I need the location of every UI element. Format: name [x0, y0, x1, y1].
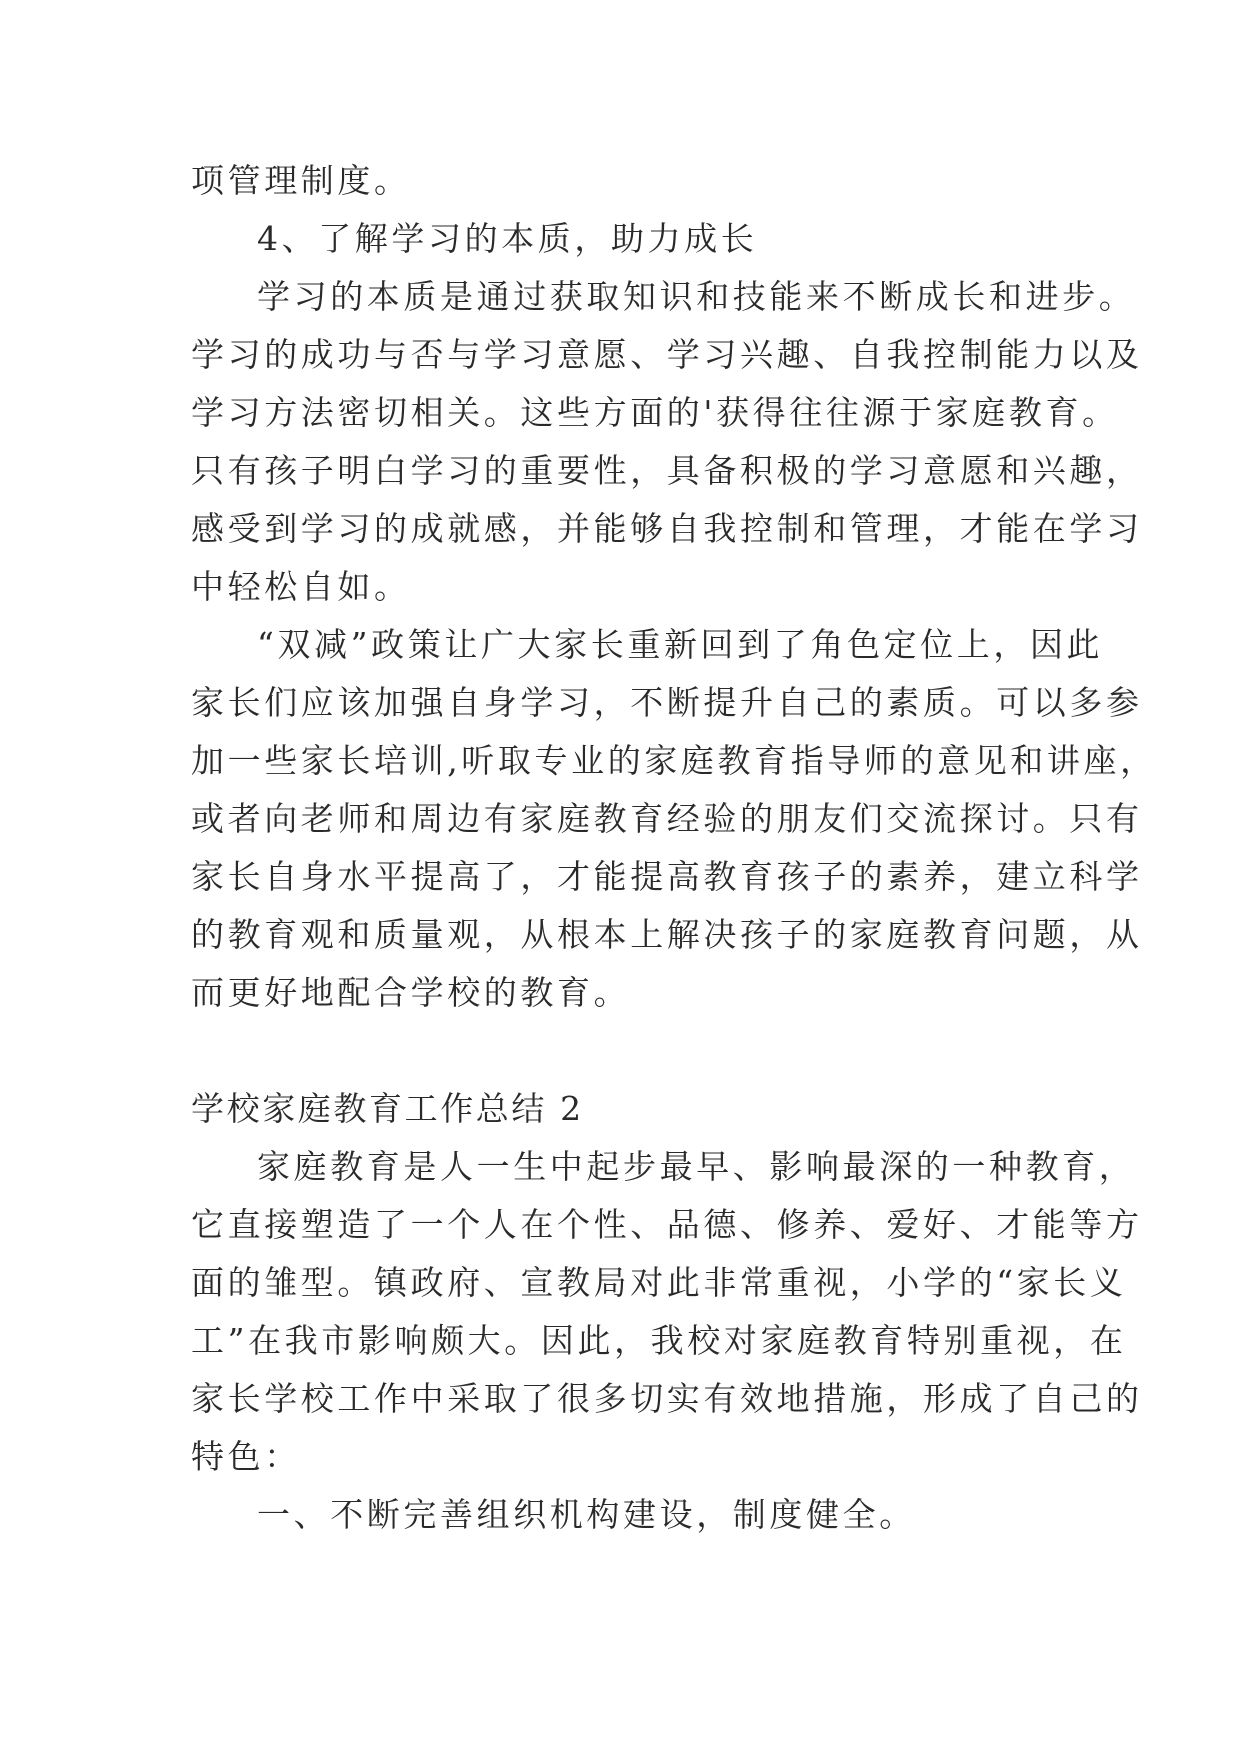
text-line: 加一些家长培训,听取专业的家庭教育指导师的意见和讲座， [191, 741, 1157, 780]
text-line: 或者向老师和周边有家庭教育经验的朋友们交流探讨。只有 [191, 799, 1143, 838]
text-line: 面的雏型。镇政府、宣教局对此非常重视，小学的“家长义 [191, 1263, 1127, 1302]
text-line: 中轻松自如。 [191, 567, 411, 606]
list-item-heading: 4、了解学习的本质，助力成长 [257, 219, 758, 258]
list-item-heading: 一、不断完善组织机构建设，制度健全。 [257, 1495, 916, 1534]
text-line: 的教育观和质量观，从根本上解决孩子的家庭教育问题，从 [191, 915, 1143, 954]
text-line: 它直接塑造了一个人在个性、品德、修养、爱好、才能等方 [191, 1205, 1143, 1244]
text-line: 而更好地配合学校的教育。 [191, 973, 631, 1012]
text-line: 家长们应该加强自身学习，不断提升自己的素质。可以多参 [191, 683, 1143, 722]
paragraph-start: “双减”政策让广大家长重新回到了角色定位上，因此 [257, 625, 1104, 664]
text-line: 家长学校工作中采取了很多切实有效地措施，形成了自己的 [191, 1379, 1143, 1418]
document-body [191, 152, 1157, 1544]
text-line: 感受到学习的成就感，并能够自我控制和管理，才能在学习 [191, 509, 1143, 548]
text-line: 只有孩子明白学习的重要性，具备积极的学习意愿和兴趣， [191, 451, 1143, 490]
text-line: 特色： [191, 1437, 301, 1476]
section-spacer [191, 1022, 1071, 1080]
text-line: 项管理制度。 [191, 161, 411, 200]
text-line: 家长自身水平提高了，才能提高教育孩子的素养，建立科学 [191, 857, 1143, 896]
paragraph-start: 家庭教育是人一生中起步最早、影响最深的一种教育， [257, 1147, 1136, 1186]
text-line: 学习的成功与否与学习意愿、学习兴趣、自我控制能力以及 [191, 335, 1143, 374]
paragraph-start: 学习的本质是通过获取知识和技能来不断成长和进步。 [257, 277, 1136, 316]
section-heading: 学校家庭教育工作总结 2 [191, 1089, 584, 1128]
text-line: 工”在我市影响颇大。因此，我校对家庭教育特别重视，在 [191, 1321, 1127, 1360]
text-line: 学习方法密切相关。这些方面的'获得往往源于家庭教育。 [191, 393, 1119, 432]
